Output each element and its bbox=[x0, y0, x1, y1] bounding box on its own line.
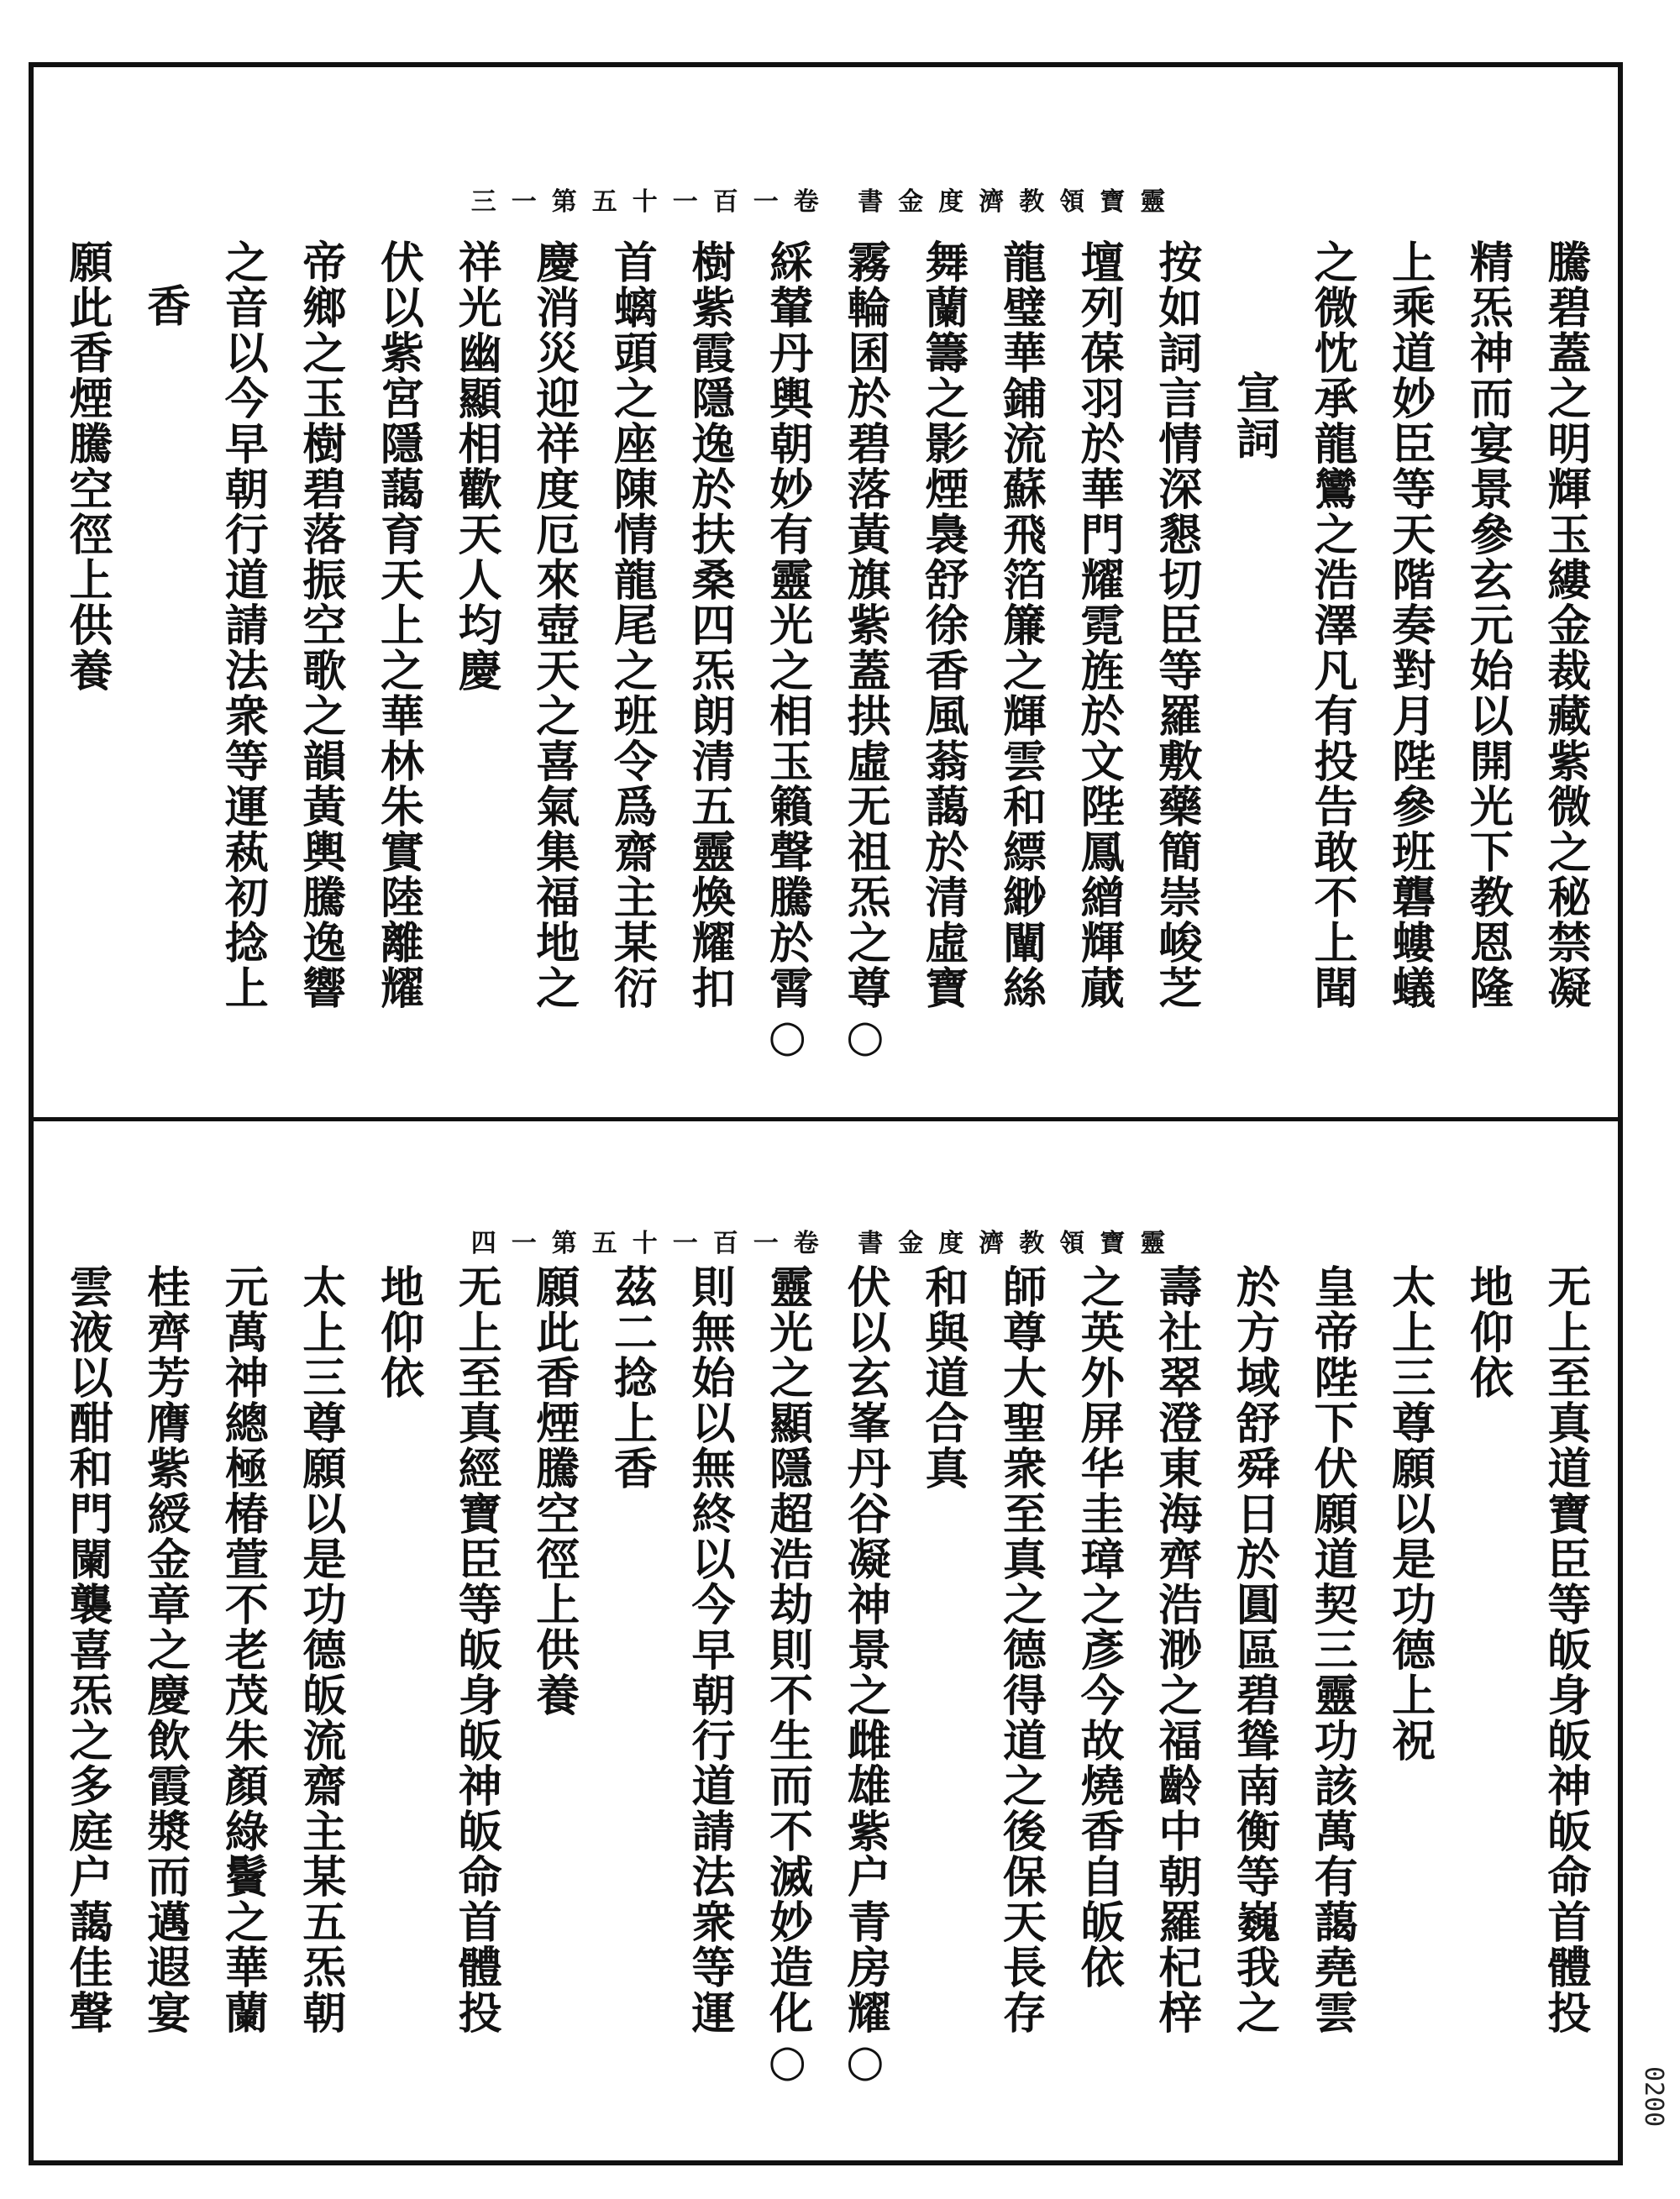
text-column: 綵輦丹輿朝妙有靈光之相玉籟聲騰於霄○ bbox=[761, 239, 813, 1063]
text-column: 无上至真道寶臣等皈身皈神皈命首體投 bbox=[1539, 1264, 1591, 2035]
text-column: 之英外屏华圭璋之彥今故燒香自皈依 bbox=[1073, 1264, 1125, 1990]
text-column: 之音以今早朝行道請法衆等運萟初捻上 bbox=[217, 239, 269, 1010]
text-column: 願此香煙騰空徑上供養 bbox=[528, 1264, 580, 1718]
text-column: 霧輪囷於碧落黃旗紫蓋拱虛无祖炁之尊○ bbox=[839, 239, 891, 1063]
text-column: 首螭頭之座陳情龍尾之班令爲齋主某衍 bbox=[606, 239, 658, 1010]
text-column: 騰碧蓋之明輝玉縷金裁藏紫微之秘禁凝 bbox=[1539, 239, 1591, 1010]
page-number: 0200 bbox=[1639, 2066, 1668, 2128]
text-column: 桂齊芳膺紫綬金章之慶飲霞漿而邁遐宴 bbox=[139, 1264, 191, 2035]
text-column: 和與道合真 bbox=[916, 1264, 969, 1491]
text-column: 地仰依 bbox=[372, 1264, 424, 1400]
text-column: 伏以紫宮隱藹育天上之華林朱實陸離耀 bbox=[372, 239, 424, 1010]
text-column: 香 bbox=[139, 283, 191, 328]
text-column: 則無始以無終以今早朝行道請法衆等運 bbox=[684, 1264, 735, 2035]
top-panel bbox=[34, 67, 1618, 1117]
text-column: 靈光之顯隱超浩劫則不生而不滅妙造化○ bbox=[761, 1264, 813, 2088]
bottom-panel bbox=[34, 1121, 1618, 2160]
text-column: 於方域舒舜日於圓區碧聳南衡等巍我之 bbox=[1228, 1264, 1280, 2035]
text-column: 壇列葆羽於華門耀霓旌於文陛鳳繒輝蕆 bbox=[1073, 239, 1125, 1010]
text-column: 舞蘭籌之影煙裊舒徐香風蓊藹於清虛寶 bbox=[916, 239, 969, 1010]
text-column: 地仰依 bbox=[1462, 1264, 1514, 1400]
text-column: 精炁神而宴景參玄元始以開光下教恩隆 bbox=[1462, 239, 1514, 1010]
text-column: 元萬神總極椿萱不老茂朱顏綠鬢之華蘭 bbox=[217, 1264, 269, 2035]
text-column: 帝鄉之玉樹碧落振空歌之韻黃輿騰逸響 bbox=[294, 239, 346, 1010]
text-column: 龍璧華鋪流蘇飛箔簾之輝雲和縹緲闡絲 bbox=[995, 239, 1047, 1010]
text-column: 宣詞 bbox=[1228, 370, 1280, 461]
text-column: 願此香煙騰空徑上供養 bbox=[61, 239, 113, 693]
text-column: 按如詞言情深懇切臣等羅敷藥簡崇峻芝 bbox=[1150, 239, 1202, 1010]
text-column: 慶消災迎祥度厄來壺天之喜氣集福地之 bbox=[528, 239, 580, 1010]
text-column: 无上至真經寶臣等皈身皈神皈命首體投 bbox=[450, 1264, 502, 2035]
text-column: 伏以玄峯丹谷凝神景之雌雄紫户青房耀○ bbox=[839, 1264, 891, 2088]
text-column: 樹紫霞隱逸於扶桑四炁朗清五靈煥耀扣 bbox=[684, 239, 735, 1010]
text-column: 太上三尊願以是功德上祝 bbox=[1383, 1264, 1436, 1763]
top-text-columns bbox=[50, 239, 1601, 1088]
text-column: 祥光幽顯相歡天人均慶 bbox=[450, 239, 502, 693]
bottom-text-columns bbox=[50, 1264, 1601, 2138]
text-column: 茲二捻上香 bbox=[606, 1264, 658, 1491]
text-column: 壽社翠澄東海齊浩渺之福齡中朝羅杞梓 bbox=[1150, 1264, 1202, 2035]
text-column: 之微忱承龍鸞之浩澤凡有投告敢不上聞 bbox=[1306, 239, 1357, 1010]
text-column: 皇帝陛下伏願道契三靈功該萬有藹堯雲 bbox=[1306, 1264, 1357, 2035]
bottom-running-header: 靈寶領教濟度金書 卷一百一十五第一四 bbox=[470, 1229, 1181, 1258]
top-running-header: 靈寶領教濟度金書 卷一百一十五第一三 bbox=[470, 187, 1181, 217]
text-column: 上乘道妙臣等天階奏對月陛參班礱螻蟻 bbox=[1383, 239, 1436, 1010]
text-column: 師尊大聖衆至真之德得道之後保天長存 bbox=[995, 1264, 1047, 2035]
text-column: 雲液以酣和門闌襲喜炁之多庭户藹佳聲 bbox=[61, 1264, 113, 2035]
text-column: 太上三尊願以是功德皈流齋主某五炁朝 bbox=[294, 1264, 346, 2035]
